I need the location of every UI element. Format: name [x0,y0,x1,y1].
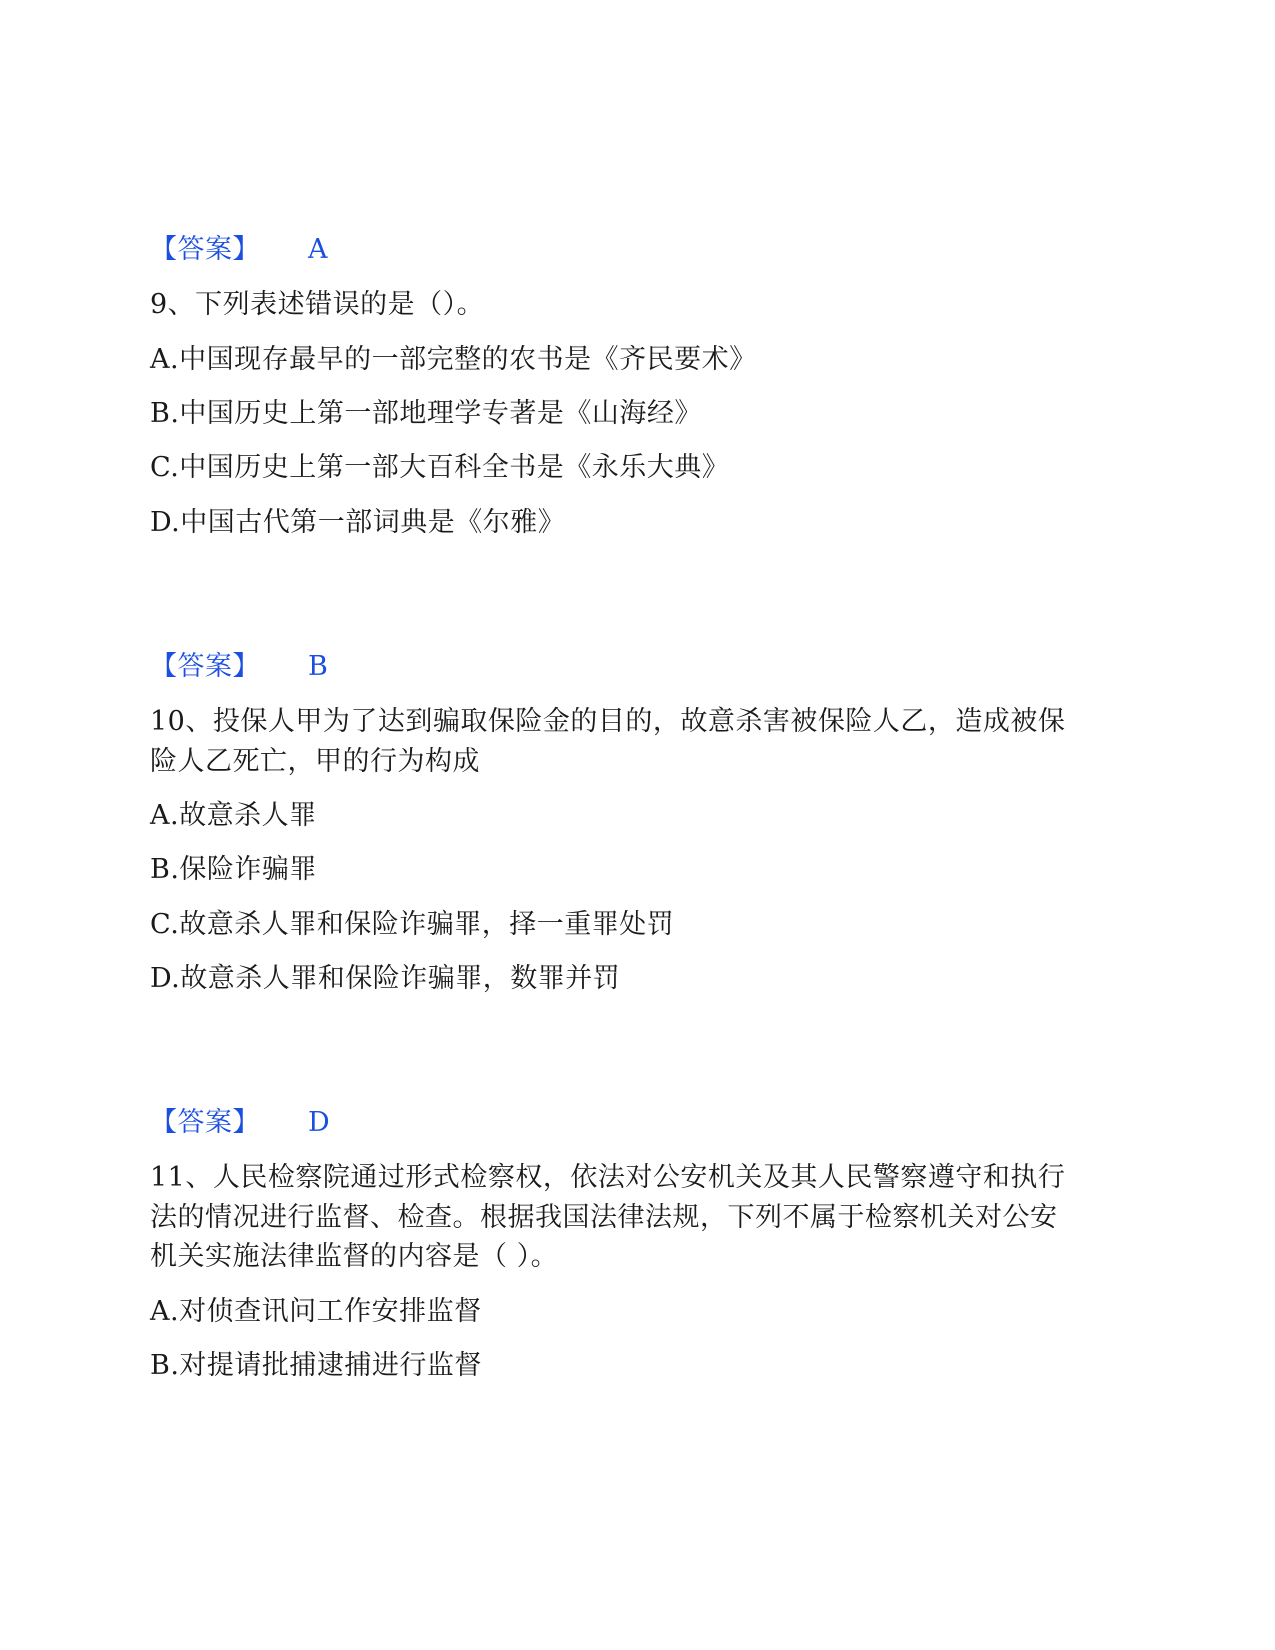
answer-label: 【答案】 [150,1107,260,1138]
answer-line [150,651,329,683]
answer-line [150,234,328,266]
question-11-line-3: 机关实施法律监督的内容是（ ）。 [150,1241,559,1272]
option-b: B.中国历史上第一部地理学专著是《山海经》 [150,398,702,429]
answer-line [150,1107,331,1139]
question-10-line-1: 10、投保人甲为了达到骗取保险金的目的，故意杀害被保险人乙，造成被保 [150,706,1066,737]
answer-label: 【答案】 [150,651,260,682]
option-b: B.保险诈骗罪 [150,854,317,885]
answer-value: B [308,651,329,682]
question-10-line-2: 险人乙死亡，甲的行为构成 [150,746,480,777]
answer-label: 【答案】 [150,234,260,265]
question-11-line-1: 11、人民检察院通过形式检察权，依法对公安机关及其人民警察遵守和执行 [150,1162,1066,1193]
option-d: D.中国古代第一部词典是《尔雅》 [150,507,566,538]
question-11-line-2: 法的情况进行监督、检查。根据我国法律法规，下列不属于检察机关对公安 [150,1202,1058,1233]
option-a: A.对侦查讯问工作安排监督 [150,1296,482,1327]
question-9: 9、下列表述错误的是（）。 [150,289,485,320]
option-a: A.中国现存最早的一部完整的农书是《齐民要术》 [150,344,757,375]
answer-value: A [308,234,328,265]
option-c: C.故意杀人罪和保险诈骗罪，择一重罪处罚 [150,909,675,940]
option-a: A.故意杀人罪 [150,800,317,831]
option-c: C.中国历史上第一部大百科全书是《永乐大典》 [150,452,730,483]
answer-value: D [308,1107,331,1138]
option-d: D.故意杀人罪和保险诈骗罪，数罪并罚 [150,963,621,994]
option-b: B.对提请批捕逮捕进行监督 [150,1350,482,1381]
